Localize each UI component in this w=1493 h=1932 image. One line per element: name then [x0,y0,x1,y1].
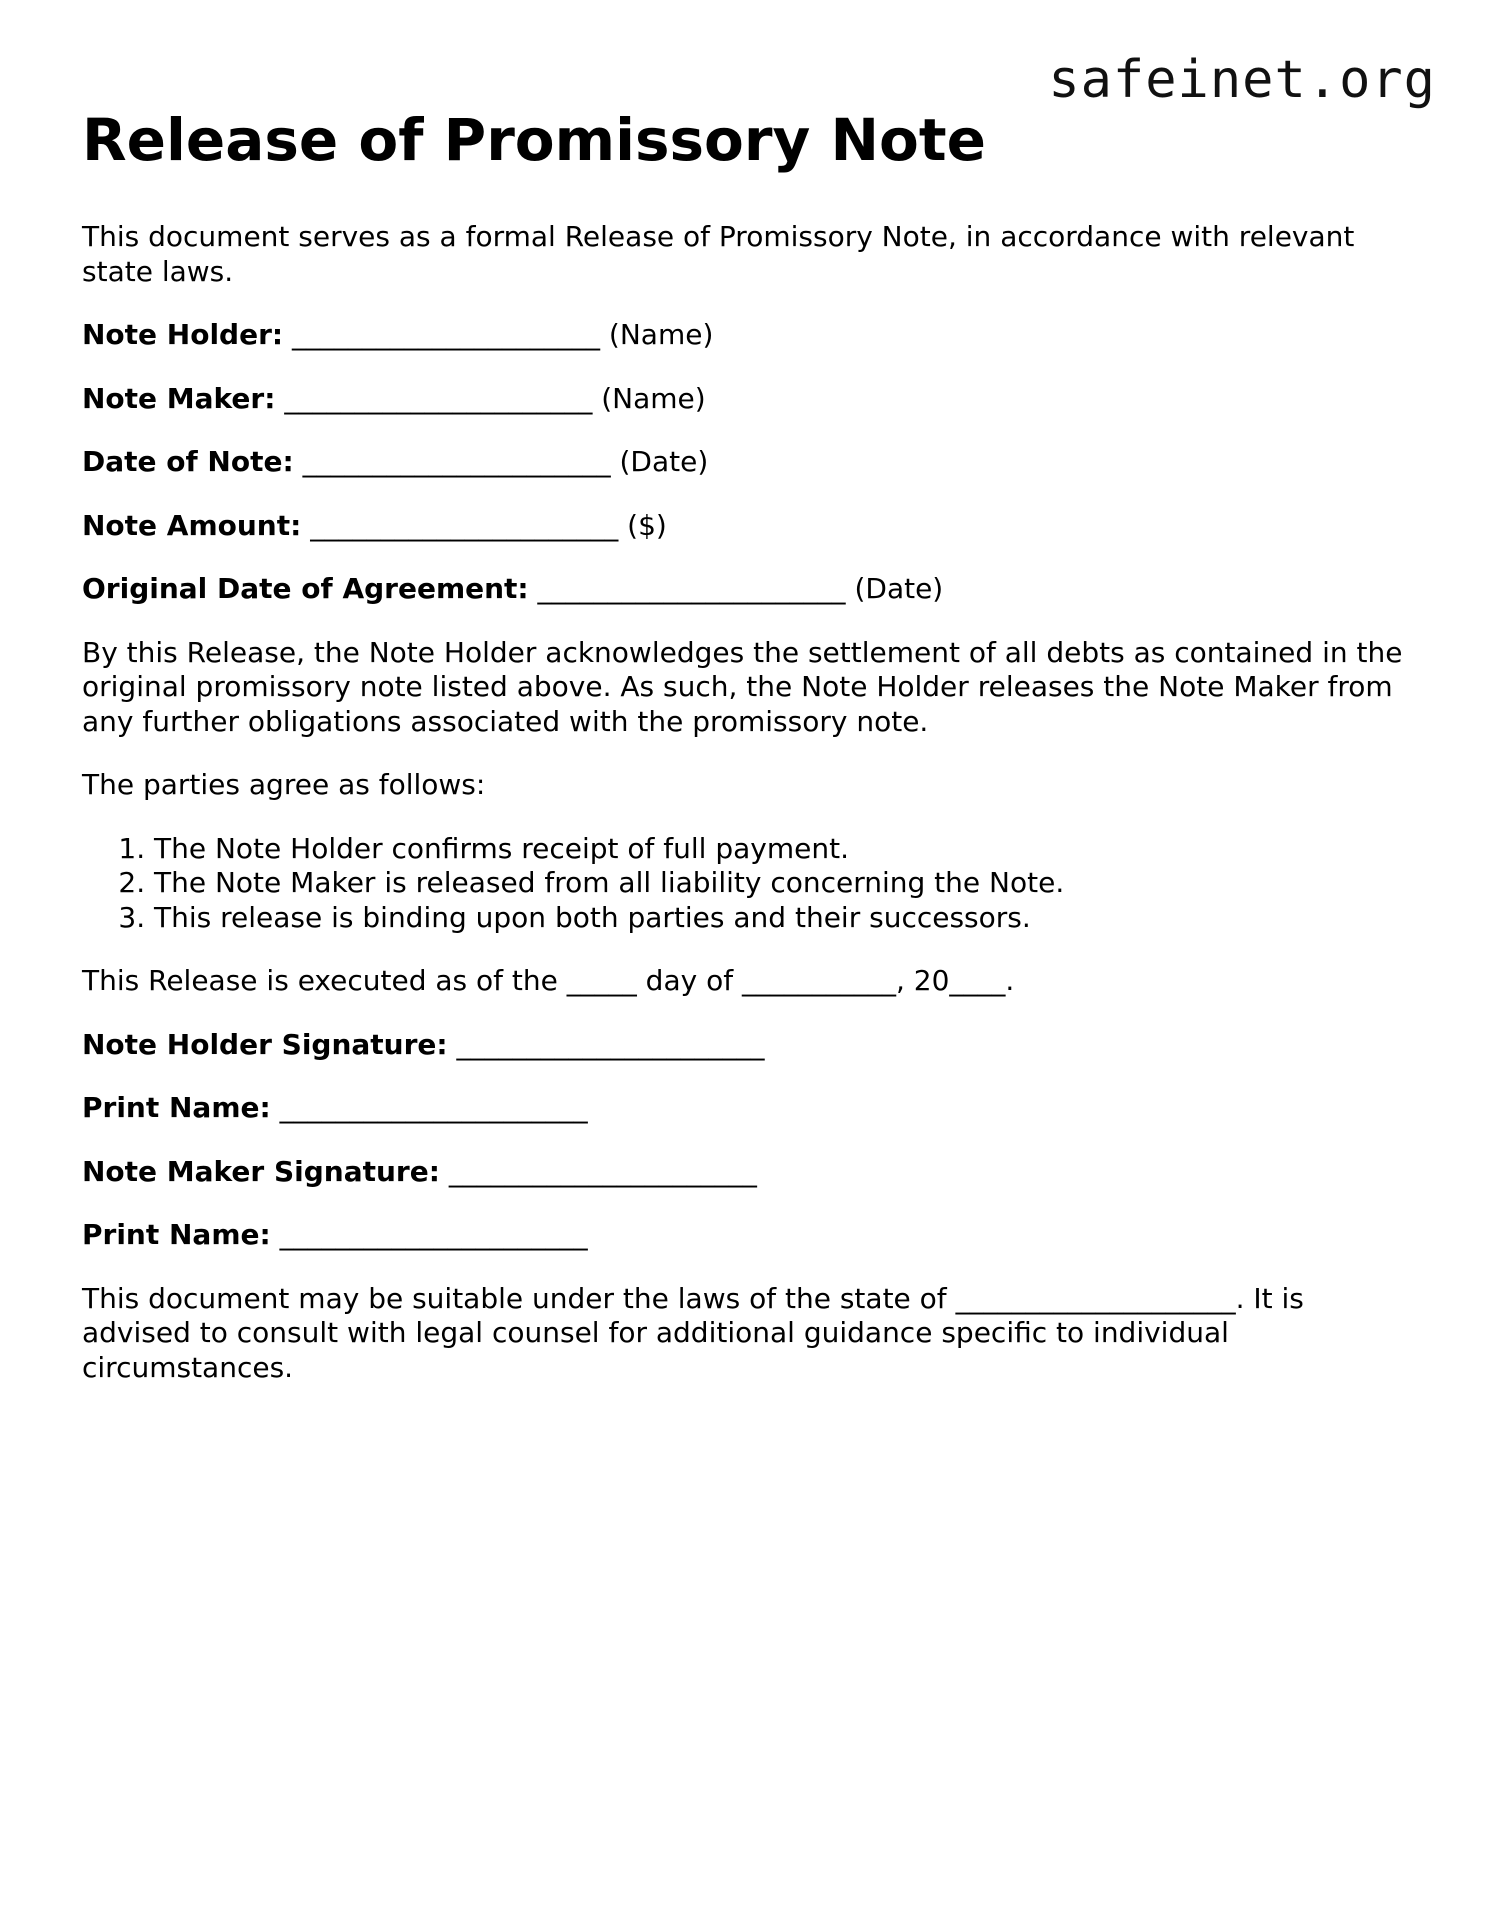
field-blank[interactable]: ______________________ [292,318,601,351]
release-paragraph: By this Release, the Note Holder acknowledges the settlement of all debts as contained in the original promissory note listed above. As such, the Note Holder releases the Note Maker from any further obligations associated with the promissory note. [82,635,1403,738]
document-title: Release of Promissory Note [82,106,986,174]
print-name-blank[interactable]: ______________________ [279,1091,588,1124]
field-label: Original Date of Agreement: [82,572,529,605]
term-item: 1. The Note Holder confirms receipt of full payment. [154,832,1412,867]
field-hint: ($) [627,508,667,542]
field-note-maker [82,382,1412,417]
field-hint: (Name) [608,318,714,351]
signature-blank[interactable]: ______________________ [456,1027,765,1061]
print-name-blank[interactable]: ______________________ [279,1218,588,1251]
field-blank[interactable]: ______________________ [310,508,619,542]
field-blank[interactable]: ______________________ [302,445,611,478]
execution-line: This Release is executed as of the _____ day of ___________, 20____. [82,964,1015,997]
signature-blank[interactable]: ______________________ [448,1154,757,1188]
terms-list [82,832,1412,936]
intro-paragraph: This document serves as a formal Release of Promissory Note, in accordance with relevant state laws. [82,220,1355,288]
watermark-text: safeinet.org [1048,50,1436,110]
document-page [82,100,1412,1414]
field-blank[interactable]: ______________________ [537,572,846,605]
field-hint: (Name) [601,381,706,415]
field-hint: (Date) [854,572,944,605]
print-name-label: Print Name: [82,1218,271,1251]
field-label: Note Holder: [82,318,284,351]
field-original-date-of-agreement [82,572,1412,607]
signature-label: Note Holder Signature: [82,1027,448,1061]
field-label: Note Maker: [82,381,276,415]
print-name-note-maker [82,1218,1412,1253]
agree-intro: The parties agree as follows: [82,768,486,801]
field-date-of-note [82,445,1412,480]
field-hint: (Date) [619,445,709,478]
term-item: 3. This release is binding upon both parties and their successors. [154,901,1412,936]
term-item: 2. The Note Maker is released from all liability concerning the Note. [154,866,1412,901]
field-note-amount [82,509,1412,544]
field-label: Note Amount: [82,508,302,542]
signature-note-holder [82,1028,1412,1063]
field-blank[interactable]: ______________________ [284,381,593,415]
print-name-note-holder [82,1091,1412,1126]
field-note-holder [82,318,1412,353]
print-name-label: Print Name: [82,1091,271,1124]
signature-note-maker [82,1155,1412,1190]
field-label: Date of Note: [82,445,294,478]
closing-paragraph: This document may be suitable under the laws of the state of ____________________. It is advised to consult with legal counsel for additional guidance specific to individual circumstances. [82,1281,1304,1384]
signature-label: Note Maker Signature: [82,1154,440,1188]
